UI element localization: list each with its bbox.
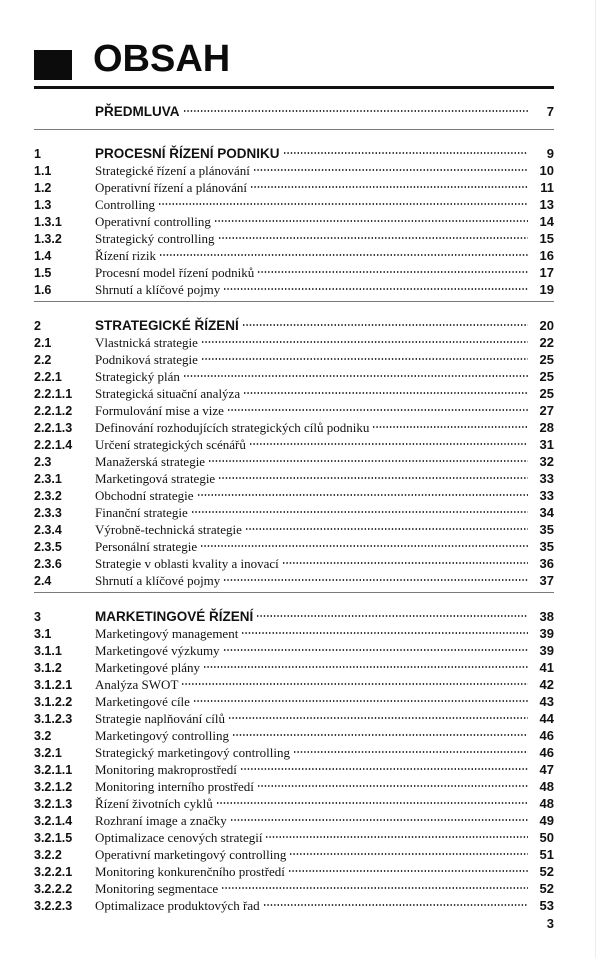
entry-page: 52 (539, 864, 554, 879)
dot-leader (263, 893, 528, 910)
chapter-number: 2 (34, 319, 41, 333)
toc-entry-preface[interactable] (34, 99, 554, 119)
entry-number: 3.2.2.2 (34, 882, 73, 896)
dot-leader (232, 723, 528, 740)
dot-leader (201, 347, 528, 364)
entry-number: 1.3.2 (34, 232, 62, 246)
entry-page: 25 (539, 369, 554, 384)
entry-title: Marketingové plány (95, 660, 201, 675)
heading-square-marker (34, 50, 72, 80)
dot-leader (242, 310, 528, 330)
dot-leader (230, 808, 528, 825)
entry-page: 46 (539, 745, 554, 760)
entry-number: 2.4 (34, 574, 52, 588)
toc-chapter-heading[interactable] (34, 310, 554, 333)
entry-page: 17 (539, 265, 554, 280)
entry-title: Marketingová strategie (95, 471, 216, 486)
entry-title: Strategický plán (95, 369, 180, 384)
entry-page: 33 (539, 488, 554, 503)
entry-page: 49 (539, 813, 554, 828)
heading-title: OBSAH (93, 38, 231, 80)
section-divider (34, 301, 554, 302)
dot-leader (243, 381, 528, 398)
entry-title: Strategické řízení a plánování (95, 163, 250, 178)
dot-leader (241, 621, 528, 638)
entry-page: 35 (539, 522, 554, 537)
entry-page: 51 (539, 847, 554, 862)
entry-title: Personální strategie (95, 539, 198, 554)
dot-leader (257, 260, 528, 277)
dot-leader (293, 740, 528, 757)
dot-leader (191, 500, 528, 517)
entry-title: Řízení rizik (95, 248, 157, 263)
entry-page: 41 (539, 660, 554, 675)
entry-title: Strategický controlling (95, 231, 215, 246)
entry-page: 13 (539, 197, 554, 212)
entry-number: 3.2.1.5 (34, 831, 73, 845)
entry-page: 7 (546, 104, 554, 119)
entry-number: 3.1.2.2 (34, 695, 73, 709)
entry-page: 28 (539, 420, 554, 435)
entry-number: 1.4 (34, 249, 52, 263)
entry-title: Rozhraní image a značky (95, 813, 227, 828)
entry-page: 36 (539, 556, 554, 571)
entry-page: 47 (539, 762, 554, 777)
entry-number: 3.2.2 (34, 848, 62, 862)
dot-leader (289, 842, 528, 859)
dot-leader (282, 551, 528, 568)
dot-leader (208, 449, 528, 466)
entry-number: 3.1.2.1 (34, 678, 73, 692)
dot-leader (183, 364, 528, 381)
entry-number: 3.2.2.3 (34, 899, 73, 913)
entry-title: Monitoring konkurenčního prostředí (95, 864, 285, 879)
toc-chapter-1 (34, 138, 554, 297)
dot-leader (159, 243, 528, 260)
chapter-page: 38 (539, 609, 554, 624)
dot-leader (221, 876, 528, 893)
entry-number: 3.2.1.2 (34, 780, 73, 794)
entry-number: 2.3.6 (34, 557, 62, 571)
entry-number: 3.2.2.1 (34, 865, 73, 879)
entry-page: 14 (539, 214, 554, 229)
dot-leader (288, 859, 528, 876)
dot-leader (197, 483, 528, 500)
entry-number: 1.6 (34, 283, 52, 297)
entry-page: 52 (539, 881, 554, 896)
entry-page: 27 (539, 403, 554, 418)
entry-number: 2.3 (34, 455, 52, 469)
entry-title: Manažerská strategie (95, 454, 206, 469)
entry-title: Controlling (95, 197, 155, 212)
chapter-page: 20 (539, 318, 554, 333)
entry-page: 33 (539, 471, 554, 486)
dot-leader (228, 706, 528, 723)
entry-number: 2.3.5 (34, 540, 62, 554)
entry-page: 43 (539, 694, 554, 709)
entry-page: 11 (540, 180, 554, 195)
entry-page: 50 (539, 830, 554, 845)
entry-title: Definování rozhodujících strategických cílů podniku (95, 420, 370, 435)
entry-title: Podniková strategie (95, 352, 198, 367)
dot-leader (193, 689, 528, 706)
toc-preface (34, 99, 554, 119)
dot-leader (372, 415, 528, 432)
entry-page: 39 (539, 626, 554, 641)
dot-leader (265, 825, 528, 842)
entry-title: Strategie naplňování cílů (95, 711, 225, 726)
entry-title: Určení strategických scénářů (95, 437, 246, 452)
heading-rule (34, 86, 554, 89)
entry-number: 2.3.3 (34, 506, 62, 520)
entry-number: 1.1 (34, 164, 52, 178)
entry-title: Strategická situační analýza (95, 386, 241, 401)
entry-page: 15 (539, 231, 554, 246)
entry-title: Operativní controlling (95, 214, 211, 229)
dot-leader (257, 774, 528, 791)
entry-title: Obchodní strategie (95, 488, 194, 503)
dot-leader (253, 158, 528, 175)
entry-title: Monitoring segmentace (95, 881, 219, 896)
dot-leader (183, 99, 528, 116)
entry-number: 2.2.1.4 (34, 438, 73, 452)
entry-number: 2.3.2 (34, 489, 62, 503)
dot-leader (245, 517, 528, 534)
entry-number: 3.2.1.4 (34, 814, 73, 828)
dot-leader (158, 192, 528, 209)
entry-number: 2.2.1.1 (34, 387, 73, 401)
entry-title: Shrnutí a klíčové pojmy (95, 573, 221, 588)
entry-title: Optimalizace cenových strategií (95, 830, 263, 845)
entry-number: 3.2.1 (34, 746, 62, 760)
entry-page: 46 (539, 728, 554, 743)
dot-leader (218, 226, 528, 243)
entry-title: Monitoring makroprostředí (95, 762, 237, 777)
entry-page: 35 (539, 539, 554, 554)
chapter-number: 3 (34, 610, 41, 624)
dot-leader (200, 534, 528, 551)
entry-title: Operativní marketingový controlling (95, 847, 287, 862)
toc-chapter-3 (34, 601, 554, 913)
chapter-title: PROCESNÍ ŘÍZENÍ PODNIKU (95, 146, 280, 161)
toc-chapter-heading[interactable] (34, 601, 554, 624)
entry-title: Marketingový management (95, 626, 239, 641)
entry-title: Marketingové výzkumy (95, 643, 220, 658)
dot-leader (240, 757, 528, 774)
dot-leader (249, 432, 528, 449)
entry-title: Analýza SWOT (95, 677, 179, 692)
entry-title: Optimalizace produktových řad (95, 898, 260, 913)
dot-leader (214, 209, 528, 226)
entry-page: 53 (539, 898, 554, 913)
dot-leader (227, 398, 528, 415)
entry-page: 48 (539, 779, 554, 794)
entry-number: 3.2.1.3 (34, 797, 73, 811)
entry-page: 34 (539, 505, 554, 520)
entry-page: 39 (539, 643, 554, 658)
entry-page: 25 (539, 386, 554, 401)
entry-title: Monitoring interního prostředí (95, 779, 254, 794)
dot-leader (223, 568, 528, 585)
toc-chapter-heading[interactable] (34, 138, 554, 161)
entry-number: 2.3.1 (34, 472, 62, 486)
chapter-page: 9 (546, 146, 554, 161)
entry-number: 2.1 (34, 336, 52, 350)
entry-page: 42 (539, 677, 554, 692)
entry-number: 3.2 (34, 729, 52, 743)
dot-leader (223, 638, 528, 655)
entry-title: Vlastnická strategie (95, 335, 198, 350)
entry-number: 2.2.1.2 (34, 404, 73, 418)
entry-number: 3.1 (34, 627, 52, 641)
entry-title: Finanční strategie (95, 505, 188, 520)
dot-leader (203, 655, 528, 672)
entry-page: 31 (539, 437, 554, 452)
entry-title: Marketingový controlling (95, 728, 229, 743)
dot-leader (223, 277, 528, 294)
chapter-number: 1 (34, 147, 41, 161)
dot-leader (218, 466, 528, 483)
entry-title: Strategie v oblasti kvality a inovací (95, 556, 279, 571)
section-divider (34, 592, 554, 593)
entry-page: 32 (539, 454, 554, 469)
page-number: 3 (546, 916, 554, 931)
entry-number: 1.5 (34, 266, 52, 280)
entry-page: 25 (539, 352, 554, 367)
entry-number: 2.3.4 (34, 523, 62, 537)
entry-number: 3.1.1 (34, 644, 62, 658)
dot-leader (201, 330, 528, 347)
entry-title: Výrobně-technická strategie (95, 522, 242, 537)
entry-number: 1.3 (34, 198, 52, 212)
entry-title: Strategický marketingový controlling (95, 745, 290, 760)
page-edge (595, 0, 596, 958)
entry-page: 37 (539, 573, 554, 588)
dot-leader (216, 791, 528, 808)
entry-number: 1.3.1 (34, 215, 62, 229)
entry-page: 44 (539, 711, 554, 726)
entry-number: 3.2.1.1 (34, 763, 73, 777)
dot-leader (256, 601, 528, 621)
entry-page: 19 (539, 282, 554, 297)
entry-title: Operativní řízení a plánování (95, 180, 247, 195)
toc-chapter-2 (34, 310, 554, 588)
entry-number: 2.2.1.3 (34, 421, 73, 435)
entry-page: 22 (539, 335, 554, 350)
dot-leader (250, 175, 528, 192)
entry-number: 3.1.2.3 (34, 712, 73, 726)
section-divider (34, 129, 554, 130)
chapter-title: MARKETINGOVÉ ŘÍZENÍ (95, 609, 254, 624)
entry-number: 1.2 (34, 181, 52, 195)
entry-title: Marketingové cíle (95, 694, 190, 709)
dot-leader (283, 138, 528, 158)
entry-title: Řízení životních cyklů (95, 796, 213, 811)
entry-number: 2.2 (34, 353, 52, 367)
entry-page: 48 (539, 796, 554, 811)
entry-title: PŘEDMLUVA (95, 104, 180, 119)
dot-leader (181, 672, 528, 689)
entry-number: 2.2.1 (34, 370, 62, 384)
entry-title: Formulování mise a vize (95, 403, 224, 418)
chapter-title: STRATEGICKÉ ŘÍZENÍ (95, 318, 239, 333)
entry-page: 10 (539, 163, 554, 178)
entry-page: 16 (539, 248, 554, 263)
entry-number: 3.1.2 (34, 661, 62, 675)
entry-title: Procesní model řízení podniků (95, 265, 255, 280)
entry-title: Shrnutí a klíčové pojmy (95, 282, 221, 297)
